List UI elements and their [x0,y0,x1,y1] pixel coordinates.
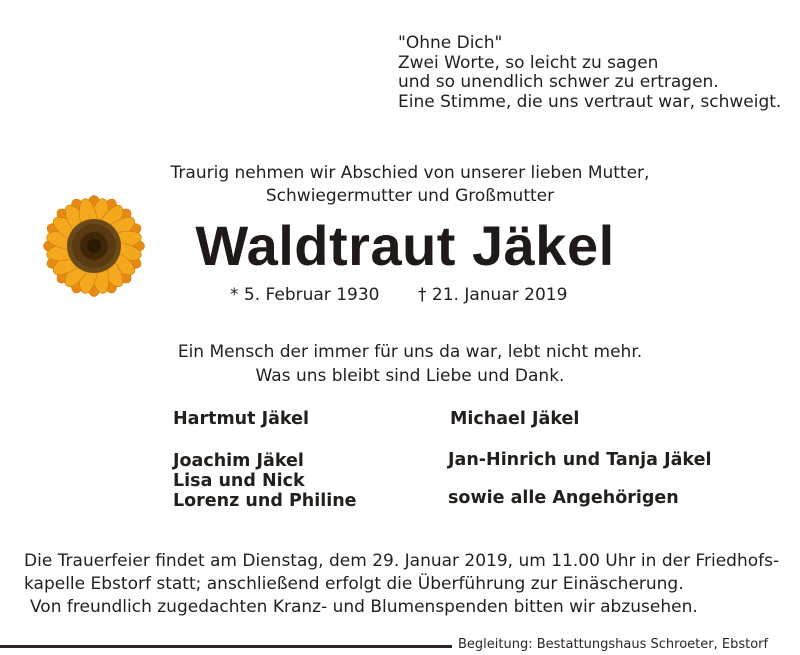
sunflower-icon [28,180,160,312]
tribute-line: Was uns bleibt sind Liebe und Dank. [255,366,565,386]
mourner-michael [450,409,579,429]
intro-line: Traurig nehmen wir Abschied von unserer lieben Mutter, [170,163,650,183]
poem-line: und so unendlich schwer zu ertragen. [398,72,719,92]
mourner-jan-hinrich [448,450,711,470]
death-date: † 21. Januar 2019 [418,285,568,305]
mourner-name: Hartmut Jäkel [173,409,309,429]
ceremony-line: Von freundlich zugedachten Kranz- und Blumenspenden bitten wir abzusehen. [30,597,698,617]
mourner-others [448,488,679,508]
footer-rule [0,645,452,648]
deceased-name: Waldtraut Jäkel [195,214,615,277]
mourner-name: Jan-Hinrich und Tanja Jäkel [448,450,712,470]
funeral-home-credit: Begleitung: Bestattungshaus Schroeter, Ebstorf [458,637,769,652]
sunflower-center-dot [87,239,101,253]
poem-line: Eine Stimme, die uns vertraut war, schweigt. [398,91,782,112]
mourner-name: Joachim Jäkel [173,451,304,471]
ceremony-line: Die Trauerfeier findet am Dienstag, dem 29. Januar 2019, um 11.00 Uhr in der Friedhofs- [24,551,780,571]
birth-date: * 5. Februar 1930 [230,285,380,305]
poem-line: Zwei Worte, so leicht zu sagen [398,52,659,73]
tribute-line: Ein Mensch der immer für uns da war, lebt nicht mehr. [177,342,643,362]
poem-title: "Ohne Dich" [398,33,503,53]
mourner-name: sowie alle Angehörigen [448,488,679,508]
mourner-name: Lorenz und Philine [173,491,357,511]
mourner-name: Michael Jäkel [450,409,580,429]
mourner-name: Lisa und Nick [173,471,305,491]
intro-line: Schwiegermutter und Großmutter [265,186,555,206]
tribute-text [100,340,720,388]
announcement-intro [100,162,720,208]
ceremony-line: kapelle Ebstorf statt; anschließend erfolgt die Überführung zur Einäscherung. [24,574,684,594]
poem [398,34,788,112]
mourner-hartmut [173,409,309,429]
mourner-group-left [173,451,357,511]
ceremony-details [24,550,784,619]
